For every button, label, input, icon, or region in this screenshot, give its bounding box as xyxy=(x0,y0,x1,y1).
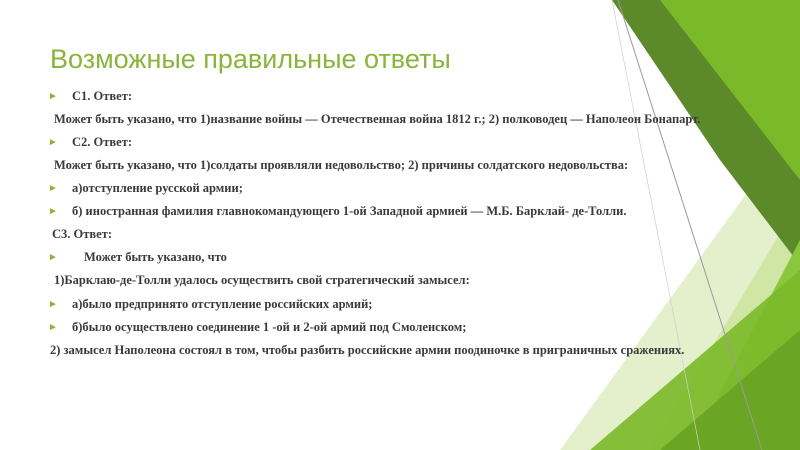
bullet-arrow-icon: ► xyxy=(48,299,58,310)
answer-c1-text: Может быть указано, что 1)название войны — Отечественная война 1812 г.; 2) полководец — Наполеон Бонапарт. xyxy=(54,112,701,126)
answer-c2-item-a: а)отступление русской армии; xyxy=(72,181,243,195)
bullet-arrow-icon: ► xyxy=(48,183,58,194)
answer-c2-text: Может быть указано, что 1)солдаты проявляли недовольство; 2) причины солдатского недовольства: xyxy=(54,158,629,172)
answer-c3-point-1: 1)Барклаю-де-Толли удалось осуществить свой стратегический замысел: xyxy=(54,273,470,287)
bullet-arrow-icon: ► xyxy=(48,322,58,333)
answer-c3-heading: С3. Ответ: xyxy=(52,227,112,241)
bullet-arrow-icon: ► xyxy=(48,206,58,217)
answer-c2-item-b: б) иностранная фамилия главнокомандующего 1-ой Западной армией — М.Б. Барклай- де-Толли. xyxy=(72,204,627,218)
answer-c3-point-2: 2) замысел Наполеона состоял в том, чтобы разбить российские армии поодиночке в приграничных сражениях. xyxy=(50,343,685,357)
slide-title: Возможные правильные ответы xyxy=(50,44,451,74)
answer-c2-heading: С2. Ответ: xyxy=(72,135,132,149)
answer-c3-intro: Может быть указано, что xyxy=(84,250,227,264)
answer-c1-heading: С1. Ответ: xyxy=(72,89,132,103)
answer-c3-item-a: а)было предпринято отступление российских армий; xyxy=(72,297,373,311)
bullet-arrow-icon: ► xyxy=(48,252,58,263)
bullet-arrow-icon: ► xyxy=(48,91,58,102)
bullet-arrow-icon: ► xyxy=(48,137,58,148)
answer-c3-item-b: б)было осуществлено соединение 1 -ой и 2-ой армий под Смоленском; xyxy=(72,320,467,334)
